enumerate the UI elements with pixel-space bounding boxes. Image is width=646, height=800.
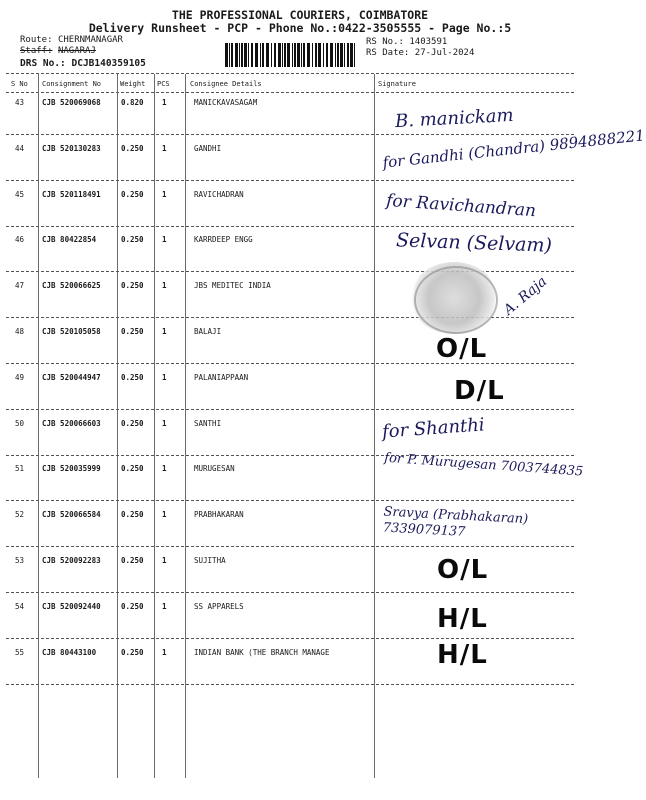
row-consignee: GANDHI — [194, 144, 222, 153]
staff-label: Staff: — [20, 46, 53, 56]
row-sno: 52 — [15, 510, 25, 519]
row-divider — [6, 546, 574, 547]
barcode-bar — [262, 43, 264, 67]
drs-value: DCJB140359105 — [71, 58, 146, 69]
row-sno: 47 — [15, 281, 25, 290]
signature-row-53: O/L — [437, 555, 489, 585]
barcode-bar — [278, 43, 281, 67]
row-pcs: 1 — [162, 556, 167, 565]
row-divider — [6, 409, 574, 410]
barcode-bar — [344, 43, 345, 67]
barcode-bar — [239, 43, 240, 67]
barcode-bar — [301, 43, 302, 67]
row-pcs: 1 — [162, 373, 167, 382]
header-signature: Signature — [378, 80, 416, 88]
row-divider — [6, 134, 574, 135]
row-sno: 48 — [15, 327, 25, 336]
row-sno: 50 — [15, 419, 25, 428]
row-pcs: 1 — [162, 98, 167, 107]
barcode-bar — [231, 43, 233, 67]
row-consignee: RAVICHADRAN — [194, 190, 244, 199]
barcode-bar — [260, 43, 261, 67]
row-pcs: 1 — [162, 510, 167, 519]
row-consignee: PRABHAKARAN — [194, 510, 244, 519]
rs-date-value: 27-Jul-2024 — [414, 48, 475, 58]
row-consignment-no: CJB 520069068 — [42, 98, 101, 107]
row-divider — [6, 180, 574, 181]
signature-row-55: H/L — [437, 640, 488, 670]
row-sno: 51 — [15, 464, 25, 473]
barcode-bar — [340, 43, 343, 67]
row-consignee: SANTHI — [194, 419, 222, 428]
rs-date-line — [366, 48, 474, 58]
drs-line — [20, 58, 146, 69]
barcode-bar — [315, 43, 317, 67]
signature-row-54: H/L — [437, 604, 488, 634]
barcode-bar — [225, 43, 228, 67]
row-weight: 0.250 — [121, 281, 144, 290]
row-consignment-no: CJB 520130283 — [42, 144, 101, 153]
row-pcs: 1 — [162, 281, 167, 290]
barcode-bar — [244, 43, 247, 67]
barcode-bar — [255, 43, 258, 67]
header-sno: S No — [11, 80, 28, 88]
row-pcs: 1 — [162, 235, 167, 244]
row-divider — [6, 226, 574, 227]
row-weight: 0.250 — [121, 419, 144, 428]
row-consignment-no: CJB 80443100 — [42, 648, 97, 657]
row-pcs: 1 — [162, 648, 167, 657]
row-sno: 49 — [15, 373, 25, 382]
row-sno: 46 — [15, 235, 25, 244]
barcode-bar — [287, 43, 290, 67]
row-sno: 43 — [15, 98, 25, 107]
barcode-bar — [282, 43, 283, 67]
barcode-bar — [323, 43, 324, 67]
barcode-bar — [251, 43, 253, 67]
document-title: THE PROFESSIONAL COURIERS, COIMBATORE — [171, 8, 429, 22]
rs-date-label: RS Date: — [366, 48, 410, 58]
signature-row-48: O/L — [436, 334, 488, 364]
signature-row-49: D/L — [454, 376, 505, 406]
barcode-bar — [274, 43, 276, 67]
staff-value: NAGARAJ — [57, 46, 96, 56]
header-consignment-no: Consignment No — [42, 80, 102, 88]
document-subtitle: Delivery Runsheet - PCP - Phone No.:0422-3505555 - Page No.:5 — [88, 21, 512, 35]
signature-row-51: for P. Murugesan 7003744835 — [383, 450, 584, 480]
route-value: CHERNMANAGAR — [57, 35, 123, 45]
row-pcs: 1 — [162, 602, 167, 611]
row-sno: 55 — [15, 648, 25, 657]
drs-label: DRS No.: — [20, 58, 66, 69]
header-consignee-details: Consignee Details — [190, 80, 262, 88]
row-pcs: 1 — [162, 190, 167, 199]
row-sno: 54 — [15, 602, 25, 611]
row-divider — [6, 363, 574, 364]
row-consignee: JBS MEDITEC INDIA — [194, 281, 271, 290]
row-consignment-no: CJB 520044947 — [42, 373, 101, 382]
rs-no-value: 1403591 — [409, 37, 448, 47]
barcode-bar — [294, 43, 296, 67]
barcode-bar — [292, 43, 293, 67]
row-sno: 44 — [15, 144, 25, 153]
barcode-bar — [318, 43, 321, 67]
row-divider — [6, 684, 574, 685]
barcode-bar — [354, 43, 355, 67]
row-consignee: INDIAN BANK (THE BRANCH MANAGE — [194, 648, 330, 657]
row-pcs: 1 — [162, 419, 167, 428]
barcode-bar — [303, 43, 305, 67]
barcode-bar — [297, 43, 300, 67]
row-consignee: SS APPARELS — [194, 602, 244, 611]
row-consignment-no: CJB 520035999 — [42, 464, 101, 473]
row-consignment-no: CJB 80422854 — [42, 235, 97, 244]
route-line — [20, 35, 123, 45]
row-pcs: 1 — [162, 144, 167, 153]
row-weight: 0.250 — [121, 648, 144, 657]
barcode-bar — [284, 43, 286, 67]
row-weight: 0.250 — [121, 235, 144, 244]
signature-row-46: Selvan (Selvam) — [395, 229, 553, 257]
row-consignee: SUJITHA — [194, 556, 226, 565]
barcode-bar — [335, 43, 336, 67]
rs-no-label: RS No.: — [366, 37, 404, 47]
row-weight: 0.250 — [121, 556, 144, 565]
route-label: Route: — [20, 35, 53, 45]
barcode-bar — [350, 43, 353, 67]
row-divider — [6, 500, 574, 501]
barcode-bar — [266, 43, 269, 67]
row-weight: 0.250 — [121, 190, 144, 199]
row-weight: 0.250 — [121, 510, 144, 519]
row-divider — [6, 592, 574, 593]
barcode-bar — [326, 43, 328, 67]
row-consignee: MANICKAVASAGAM — [194, 98, 258, 107]
signature-row-45: for Ravichandran — [385, 190, 537, 222]
row-pcs: 1 — [162, 327, 167, 336]
row-weight: 0.250 — [121, 327, 144, 336]
barcode-bar — [337, 43, 339, 67]
row-weight: 0.820 — [121, 98, 144, 107]
row-consignment-no: CJB 520066584 — [42, 510, 101, 519]
row-consignment-no: CJB 520092440 — [42, 602, 101, 611]
row-consignee: PALANIAPPAAN — [194, 373, 249, 382]
header-pcs: PCS — [157, 80, 170, 88]
row-consignee: BALAJI — [194, 327, 222, 336]
header-bottom-rule — [6, 92, 574, 93]
row-consignment-no: CJB 520066625 — [42, 281, 101, 290]
barcode-bar — [312, 43, 313, 67]
barcode-bar — [271, 43, 272, 67]
row-consignment-no: CJB 520118491 — [42, 190, 101, 199]
signature-row-47: A. Raja — [500, 273, 551, 319]
row-weight: 0.250 — [121, 373, 144, 382]
signature-row-52: Sravya (Prabhakaran) 7339079137 — [382, 504, 529, 540]
row-consignee: MURUGESAN — [194, 464, 235, 473]
signature-row-44: for Gandhi (Chandra) 9894888221 — [381, 126, 646, 172]
barcode-bar — [248, 43, 249, 67]
barcode-bar — [235, 43, 238, 67]
signature-row-43: B. manickam — [394, 104, 515, 133]
row-pcs: 1 — [162, 464, 167, 473]
signature-row-50: for Shanthi — [381, 414, 486, 443]
row-consignee: KARRDEEP ENGG — [194, 235, 253, 244]
barcode-bar — [229, 43, 230, 67]
row-divider — [6, 638, 574, 639]
row-divider — [6, 455, 574, 456]
row-weight: 0.250 — [121, 464, 144, 473]
row-divider — [6, 271, 574, 272]
row-sno: 45 — [15, 190, 25, 199]
row-consignment-no: CJB 520092283 — [42, 556, 101, 565]
row-sno: 53 — [15, 556, 25, 565]
barcode-bar — [241, 43, 243, 67]
stamp-ring — [414, 266, 498, 334]
rs-no-line — [366, 37, 447, 47]
header-weight: Weight — [120, 80, 146, 88]
barcode-image — [225, 43, 357, 67]
barcode-bar — [307, 43, 310, 67]
row-weight: 0.250 — [121, 144, 144, 153]
staff-line — [20, 46, 96, 56]
barcode-bar — [330, 43, 333, 67]
row-weight: 0.250 — [121, 602, 144, 611]
row-consignment-no: CJB 520066603 — [42, 419, 101, 428]
table-top-rule — [6, 73, 574, 74]
row-consignment-no: CJB 520105058 — [42, 327, 101, 336]
barcode-bar — [347, 43, 349, 67]
